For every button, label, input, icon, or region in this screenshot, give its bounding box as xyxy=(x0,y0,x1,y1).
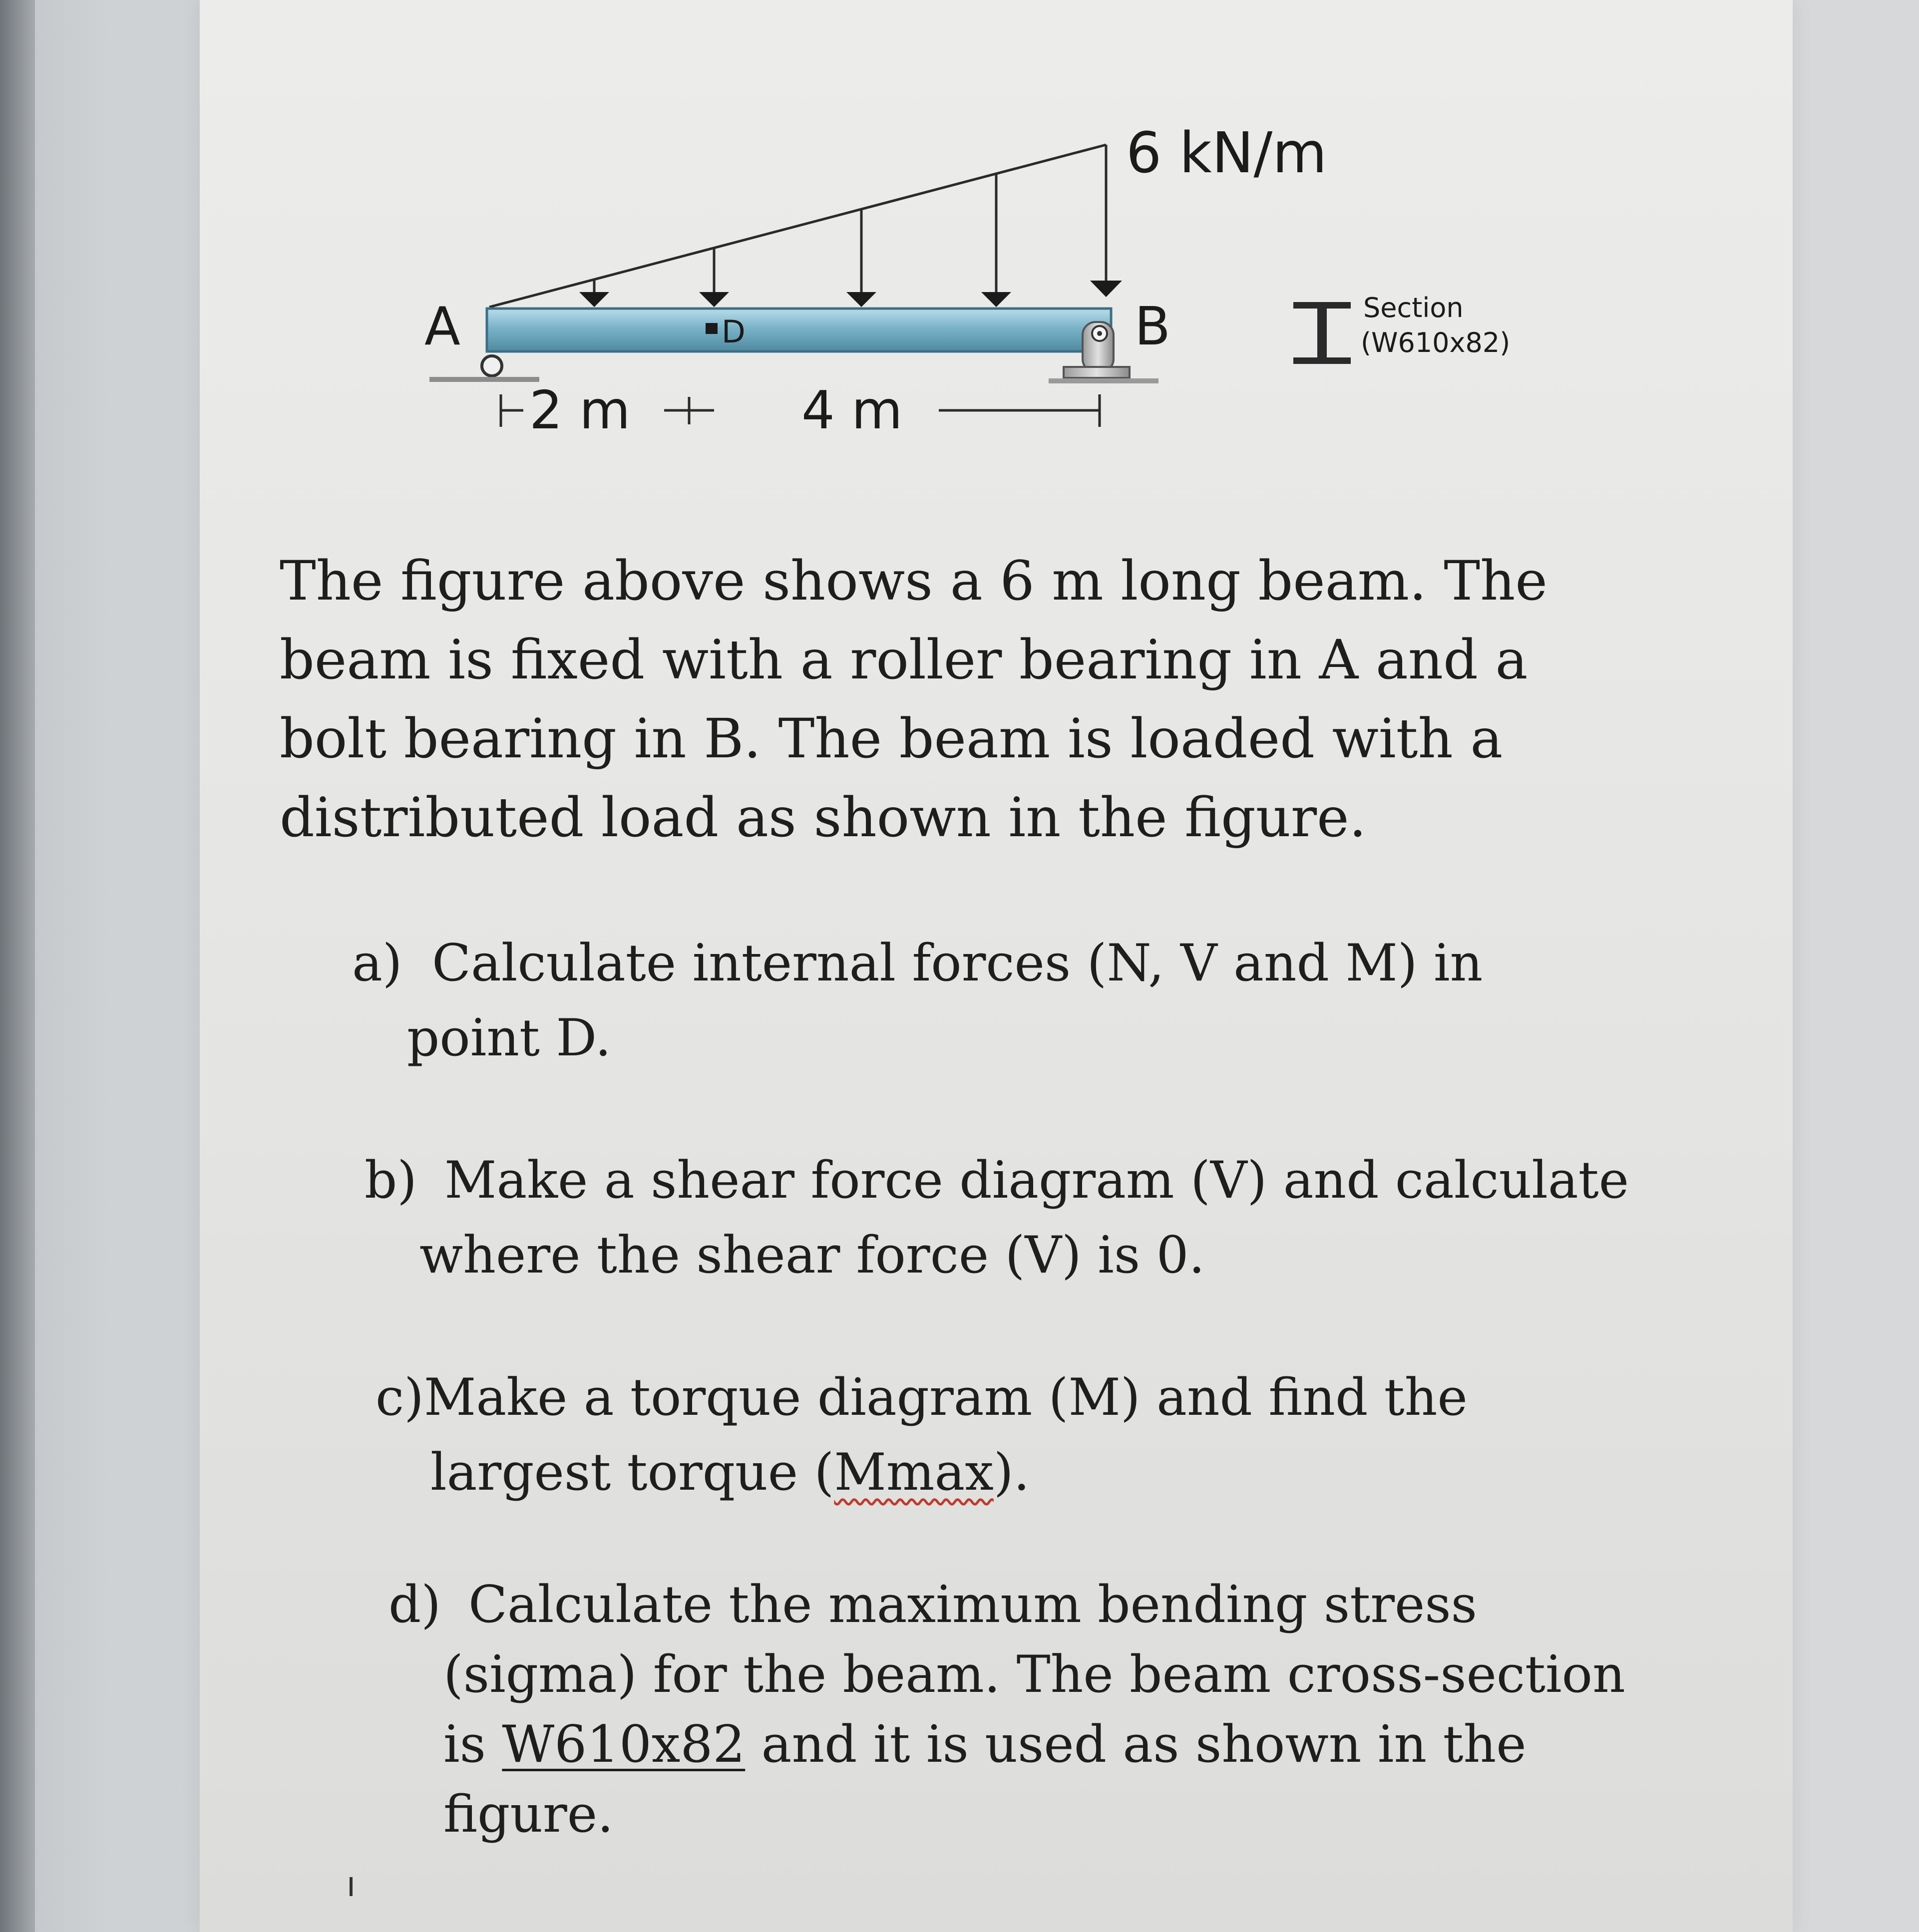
question-d-line3 xyxy=(388,1710,1662,1780)
question-a xyxy=(352,926,1650,1076)
question-b-line1: Make a shear force diagram (V) and calculate xyxy=(444,1151,1629,1210)
section-link[interactable]: W610x82 xyxy=(502,1715,746,1774)
question-b-line2: where the shear force (V) is 0. xyxy=(419,1226,1205,1285)
beam-figure xyxy=(409,95,1558,464)
load-arrow xyxy=(579,280,609,307)
beam xyxy=(487,309,1111,351)
section-designation: (W610x82) xyxy=(1361,327,1511,358)
question-c xyxy=(376,1360,1649,1510)
problem-statement: The figure above shows a 6 m long beam. The beam is fixed with a roller bearing in A and a bolt bearing in B. The beam is loaded with a distributed load as shown in the figure. xyxy=(280,549,1547,849)
question-d-line4: figure. xyxy=(443,1785,614,1844)
question-d-line2: (sigma) for the beam. The beam cross-section xyxy=(443,1645,1625,1704)
question-a-label: a) xyxy=(352,934,402,993)
load-top-line xyxy=(489,145,1106,307)
question-b xyxy=(365,1143,1688,1293)
question-c-line2-post: ). xyxy=(993,1443,1030,1502)
question-c-line2 xyxy=(376,1435,1649,1510)
point-a-label: A xyxy=(424,296,460,357)
distributed-load xyxy=(489,145,1106,307)
point-b-label: B xyxy=(1135,296,1171,357)
roller-support-a xyxy=(429,356,539,379)
text-cursor xyxy=(350,1877,353,1896)
load-arrow xyxy=(981,174,1011,307)
i-beam-section-icon xyxy=(1293,302,1351,364)
question-d-line3-pre: is xyxy=(443,1715,502,1774)
question-c-line1: Make a torque diagram (M) and find the xyxy=(423,1368,1468,1427)
question-c-label: c) xyxy=(376,1368,424,1427)
question-a-line1: Calculate internal forces (N, V and M) in xyxy=(432,934,1483,993)
question-d-line3-post: and it is used as shown in the xyxy=(745,1715,1527,1774)
load-arrow xyxy=(699,248,729,307)
load-intensity-label: 6 kN/m xyxy=(1126,121,1327,186)
section-title: Section xyxy=(1363,292,1464,323)
question-d-line1: Calculate the maximum bending stress xyxy=(468,1575,1478,1634)
question-b-label: b) xyxy=(365,1151,417,1210)
question-a-line2: point D. xyxy=(407,1008,611,1068)
load-arrow xyxy=(846,210,876,307)
monitor-bezel xyxy=(0,0,35,1932)
load-arrows xyxy=(579,145,1122,307)
dimension-2m: 2 m xyxy=(529,380,631,441)
point-d-label: D xyxy=(722,314,746,350)
point-d-marker xyxy=(706,323,718,334)
question-d xyxy=(388,1570,1662,1850)
question-d-label: d) xyxy=(388,1575,441,1634)
load-arrow xyxy=(1090,145,1122,297)
dimension-4m: 4 m xyxy=(801,380,903,441)
question-c-line2-pre: largest torque ( xyxy=(430,1443,834,1502)
spellcheck-word[interactable]: Mmax xyxy=(834,1443,994,1502)
